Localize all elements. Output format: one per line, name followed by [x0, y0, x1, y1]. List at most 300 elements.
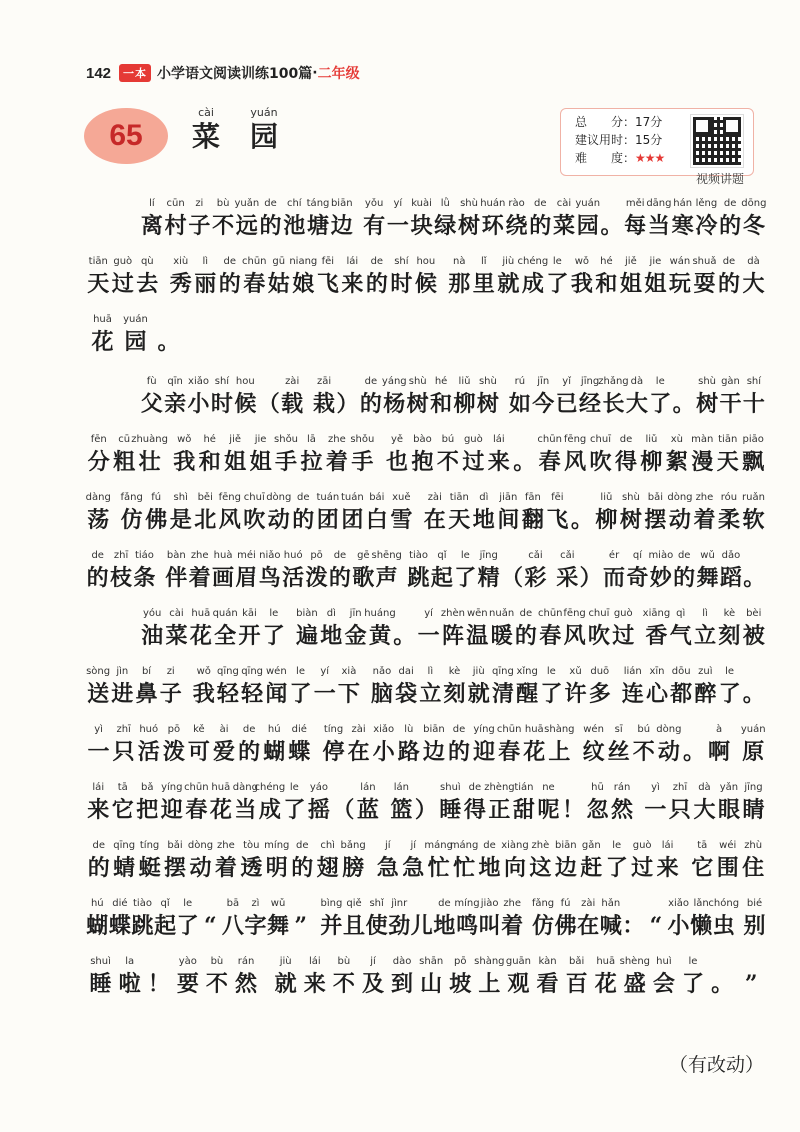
- pinyin-char: [556, 548, 579, 606]
- pinyin-char: [264, 838, 289, 896]
- pinyin: dié: [112, 898, 128, 909]
- pinyin: zhe: [190, 550, 209, 561]
- hanzi: 一: [644, 797, 667, 823]
- pinyin: jīng: [479, 550, 498, 561]
- pinyin: de: [297, 492, 310, 503]
- hanzi: 都: [670, 681, 693, 707]
- pinyin: bái: [369, 492, 385, 503]
- pinyin: tiáo: [134, 550, 154, 561]
- pinyin: wǒ: [177, 434, 192, 445]
- pinyin-char: [576, 196, 600, 254]
- pinyin-char: [545, 254, 570, 312]
- pinyin: hū: [591, 782, 604, 793]
- hanzi: 轻: [216, 681, 239, 707]
- hanzi: 抱: [411, 449, 434, 475]
- char-spacer: [380, 780, 389, 838]
- hanzi: 赶: [580, 855, 603, 881]
- pinyin: lán: [393, 782, 409, 793]
- pinyin: kè: [448, 666, 461, 677]
- pinyin: de: [364, 376, 378, 387]
- hanzi: （: [501, 565, 524, 591]
- hanzi: 里: [472, 271, 495, 297]
- hanzi: 寒: [671, 213, 694, 239]
- pinyin-char: [672, 374, 695, 432]
- hanzi: 摇: [307, 797, 330, 823]
- pinyin-char: [237, 722, 262, 780]
- suggested-time: 15分: [635, 133, 663, 147]
- pinyin: jiào: [480, 898, 499, 909]
- hanzi: 声: [375, 565, 398, 591]
- pinyin: tuán: [316, 492, 340, 503]
- pinyin: méi: [237, 550, 256, 561]
- hanzi: 绕: [505, 213, 528, 239]
- pinyin-char: [708, 896, 740, 954]
- pinyin-char: [717, 606, 741, 664]
- hanzi: 爱: [213, 739, 236, 765]
- pinyin: huā: [596, 956, 616, 967]
- pinyin: yuǎn: [234, 198, 260, 209]
- pinyin-char: [216, 664, 240, 722]
- paragraph-indent: [86, 374, 140, 432]
- hanzi: 枝: [110, 565, 133, 591]
- hanzi: 边: [330, 213, 353, 239]
- pinyin: bàn: [166, 550, 186, 561]
- hanzi: 虫: [712, 913, 735, 939]
- pinyin: bǎi: [167, 840, 183, 851]
- hanzi: 白: [365, 507, 388, 533]
- pinyin-char: [423, 490, 448, 548]
- pinyin: róu: [720, 492, 738, 503]
- pinyin-char: [188, 838, 213, 896]
- hanzi: 得: [463, 797, 486, 823]
- hanzi: 雪: [390, 507, 413, 533]
- pinyin-char: [577, 896, 600, 954]
- pinyin: kāi: [242, 608, 257, 619]
- pinyin-char: [587, 606, 611, 664]
- pinyin: bǎng: [340, 840, 366, 851]
- hanzi: 看: [536, 971, 559, 997]
- hanzi: 的: [514, 623, 537, 649]
- pinyin: tíng: [139, 840, 160, 851]
- hanzi: 不: [436, 449, 459, 475]
- hanzi: 暖: [490, 623, 513, 649]
- pinyin: jie: [254, 434, 267, 445]
- pinyin-char: [533, 954, 562, 1012]
- hanzi: 当: [647, 213, 670, 239]
- hanzi: 春: [538, 449, 561, 475]
- pinyin: zhī: [672, 782, 688, 793]
- hanzi: 睡: [89, 971, 112, 997]
- pinyin-char: [647, 196, 671, 254]
- pinyin: yí: [320, 666, 330, 677]
- pinyin: yǎn: [719, 782, 739, 793]
- char-spacer: [354, 196, 363, 254]
- pinyin: qù: [140, 256, 154, 267]
- hanzi: 坡: [449, 971, 472, 997]
- pinyin: shù: [460, 198, 478, 209]
- pinyin-char: [199, 896, 222, 954]
- pinyin-char: [330, 196, 354, 254]
- pinyin: jīng: [580, 376, 600, 387]
- pinyin: zài: [427, 492, 442, 503]
- pinyin-char: [375, 838, 400, 896]
- hanzi: 和: [595, 271, 618, 297]
- hanzi: 飞: [316, 271, 339, 297]
- hanzi: 耍: [693, 271, 716, 297]
- pinyin: jie: [649, 256, 662, 267]
- char-spacer: [361, 664, 370, 722]
- pinyin-char: [588, 664, 612, 722]
- hanzi: 柳: [453, 391, 476, 417]
- total-score: 17分: [635, 115, 663, 129]
- pinyin-char: [406, 374, 429, 432]
- pinyin: nǎo: [372, 666, 392, 677]
- pinyin-char: [86, 254, 111, 312]
- pinyin-char: [411, 896, 434, 954]
- pinyin: jìn: [116, 666, 129, 677]
- pinyin: qiě: [346, 898, 362, 909]
- hanzi: 了: [605, 855, 628, 881]
- qr-code-icon[interactable]: [691, 115, 743, 167]
- hanzi: （: [332, 797, 355, 823]
- pinyin: tiān: [449, 492, 469, 503]
- hanzi: 那: [448, 271, 471, 297]
- pinyin: bèi: [746, 608, 762, 619]
- pinyin-char: [231, 954, 260, 1012]
- hanzi: 透: [240, 855, 263, 881]
- hanzi: 来: [87, 797, 110, 823]
- pinyin-char: [86, 780, 111, 838]
- pinyin: tā: [117, 782, 128, 793]
- pinyin: xià: [341, 666, 357, 677]
- hanzi: 急: [376, 855, 399, 881]
- hanzi: 十: [742, 391, 765, 417]
- pinyin: jiù: [502, 256, 515, 267]
- pinyin-char: [414, 780, 439, 838]
- pinyin: shù: [478, 376, 497, 387]
- hanzi: 环: [481, 213, 504, 239]
- pinyin-char: [240, 664, 264, 722]
- pinyin: lì: [202, 256, 208, 267]
- hanzi: 花: [209, 797, 232, 823]
- pinyin: cài: [556, 198, 572, 209]
- pinyin: le: [460, 550, 470, 561]
- pinyin: xīn: [649, 666, 665, 677]
- hanzi: 是: [169, 507, 192, 533]
- pinyin-char: [741, 722, 766, 780]
- pinyin-char: [162, 838, 187, 896]
- pinyin: jí: [410, 840, 416, 851]
- pinyin: fú: [151, 492, 162, 503]
- pinyin: piāo: [742, 434, 764, 445]
- pinyin-char: [664, 432, 689, 490]
- pinyin-char: [477, 548, 500, 606]
- pinyin: dai: [398, 666, 414, 677]
- pinyin: bù: [216, 198, 230, 209]
- pinyin-char: [154, 896, 177, 954]
- pinyin-char: [508, 374, 531, 432]
- hanzi: 粗: [113, 449, 136, 475]
- pinyin-char: [472, 254, 497, 312]
- hanzi: 了: [681, 971, 704, 997]
- pinyin: tiān: [88, 256, 108, 267]
- pinyin-char: [517, 254, 549, 312]
- pinyin-char: [135, 254, 160, 312]
- pinyin-char: [600, 196, 624, 254]
- pinyin: de: [438, 898, 451, 909]
- pinyin-char: [447, 254, 472, 312]
- pinyin: de: [468, 782, 482, 793]
- pinyin: fēng: [563, 608, 586, 619]
- pinyin: qīng: [113, 840, 136, 851]
- pinyin: wēn: [466, 608, 488, 619]
- pinyin: shí: [746, 376, 762, 387]
- hanzi: 动: [668, 507, 691, 533]
- pinyin-char: [743, 548, 766, 606]
- pinyin-char: [454, 548, 477, 606]
- pinyin-char: [512, 432, 537, 490]
- hanzi: 。: [711, 971, 734, 997]
- char-spacer: [366, 838, 375, 896]
- pinyin-char: [500, 548, 523, 606]
- pinyin: wén: [583, 724, 604, 735]
- hanzi: 。: [743, 565, 766, 591]
- pinyin: fēn: [90, 434, 107, 445]
- pinyin-char: [456, 896, 479, 954]
- pinyin-char: [512, 780, 537, 838]
- pinyin: zhèng: [484, 782, 515, 793]
- pinyin: qīng: [241, 666, 264, 677]
- hanzi: 的: [238, 739, 261, 765]
- pinyin-char: [532, 896, 555, 954]
- hanzi: 远: [235, 213, 258, 239]
- pinyin: dì: [479, 492, 489, 503]
- hanzi: 北: [194, 507, 217, 533]
- hanzi: 动: [657, 739, 680, 765]
- pinyin-char: [262, 722, 287, 780]
- pinyin: jiù: [279, 956, 292, 967]
- hanzi: 了: [176, 913, 199, 939]
- pinyin-char: [418, 664, 442, 722]
- passage-line: [86, 196, 766, 254]
- hanzi: 和: [198, 449, 221, 475]
- hanzi: 劲: [388, 913, 411, 939]
- hanzi: 且: [343, 913, 366, 939]
- hanzi: 的: [719, 213, 742, 239]
- hanzi: 眼: [717, 797, 740, 823]
- hanzi: 载: [281, 391, 304, 417]
- pinyin-char: [295, 606, 319, 664]
- passage-line: [86, 312, 766, 374]
- pinyin-char: [594, 254, 619, 312]
- pinyin: míng: [264, 840, 290, 851]
- hanzi: 地: [472, 507, 495, 533]
- hanzi: 飘: [742, 449, 765, 475]
- pinyin: máng: [449, 840, 479, 851]
- pinyin: gē: [357, 550, 370, 561]
- pinyin-char: [282, 780, 307, 838]
- pinyin-char: [472, 490, 497, 548]
- pinyin: qīng: [217, 666, 239, 677]
- pinyin: guò: [613, 608, 633, 619]
- hanzi: 围: [716, 855, 739, 881]
- pinyin-char: [696, 548, 719, 606]
- hanzi: 子: [188, 213, 211, 239]
- hanzi: 边: [422, 739, 445, 765]
- pinyin: shàng: [544, 724, 575, 735]
- hanzi: 长: [602, 391, 625, 417]
- pinyin-char: [136, 722, 161, 780]
- pinyin: yuán: [575, 198, 601, 209]
- pinyin-char: [521, 490, 546, 548]
- pinyin: zhuàng: [131, 434, 168, 445]
- pinyin-char: [176, 896, 199, 954]
- pinyin: chūn: [538, 608, 563, 619]
- pinyin: bào: [413, 434, 432, 445]
- hanzi: 篮: [390, 797, 413, 823]
- pinyin-char: [737, 954, 766, 1012]
- pinyin: yí: [424, 608, 433, 619]
- hanzi: 下: [337, 681, 360, 707]
- pinyin-char: [626, 548, 649, 606]
- hanzi: 来: [303, 971, 326, 997]
- hanzi: 立: [694, 623, 717, 649]
- hanzi: 啊: [708, 739, 731, 765]
- hanzi: 丽: [194, 271, 217, 297]
- title-pinyin: cài: [198, 106, 214, 119]
- pinyin-char: [328, 548, 351, 606]
- char-spacer: [523, 896, 531, 954]
- hanzi: 玩: [668, 271, 691, 297]
- hanzi: 天: [87, 271, 110, 297]
- pinyin-char: [86, 490, 111, 548]
- pinyin: de: [91, 550, 104, 561]
- hanzi: 的: [291, 855, 314, 881]
- pinyin-char: [159, 664, 183, 722]
- pinyin-char: [611, 606, 635, 664]
- pinyin-char: [649, 374, 672, 432]
- hanzi: 蜻: [113, 855, 136, 881]
- hanzi: 蝶: [108, 913, 131, 939]
- pinyin: hé: [600, 256, 613, 267]
- pinyin-char: [502, 838, 527, 896]
- char-spacer: [500, 374, 509, 432]
- pinyin-char: [337, 664, 361, 722]
- pinyin-char: [715, 432, 740, 490]
- hanzi: 精: [477, 565, 500, 591]
- pinyin-char: [388, 954, 417, 1012]
- hanzi: 气: [669, 623, 692, 649]
- hanzi: 时: [210, 391, 233, 417]
- pinyin-char: [553, 838, 578, 896]
- hanzi: 不: [632, 739, 655, 765]
- pinyin: tiào: [409, 550, 429, 561]
- hanzi: 过: [111, 271, 134, 297]
- hanzi: 正: [488, 797, 511, 823]
- hanzi: 油: [141, 623, 164, 649]
- char-spacer: [414, 490, 423, 548]
- pinyin: hú: [267, 724, 281, 735]
- hanzi: 采: [556, 565, 579, 591]
- hanzi: 纹: [582, 739, 605, 765]
- hanzi: 鸣: [455, 913, 478, 939]
- hanzi: 动: [189, 855, 212, 881]
- hanzi: 在: [577, 913, 600, 939]
- pinyin: wǒ: [574, 256, 590, 267]
- difficulty-row: 难 度：★★★: [575, 151, 665, 165]
- pinyin: yì: [94, 724, 103, 735]
- pinyin-char: [291, 490, 316, 548]
- pinyin: de: [264, 198, 277, 209]
- book-title: 小学语文阅读训练100篇: [157, 66, 313, 82]
- hanzi: 明: [265, 855, 288, 881]
- pinyin: guò: [113, 256, 133, 267]
- hanzi: 大: [742, 271, 765, 297]
- pinyin-char: [165, 548, 188, 606]
- pinyin: de: [242, 724, 256, 735]
- pinyin-char: [421, 722, 446, 780]
- pinyin: lí: [149, 198, 155, 209]
- hanzi: 摆: [644, 507, 667, 533]
- hanzi: 醒: [516, 681, 539, 707]
- pinyin-char: [288, 664, 312, 722]
- pinyin-char: [111, 254, 136, 312]
- pinyin: cǎi: [560, 550, 575, 561]
- pinyin: wǒ: [196, 666, 211, 677]
- pinyin: zhè: [531, 840, 550, 851]
- pinyin: lǜ: [440, 198, 450, 209]
- pinyin-char: [110, 664, 134, 722]
- pinyin: cài: [169, 608, 184, 619]
- pinyin-char: [552, 196, 576, 254]
- hanzi: 忙: [453, 855, 476, 881]
- pinyin: de: [370, 256, 384, 267]
- pinyin-char: [217, 490, 242, 548]
- pinyin-char: [484, 780, 515, 838]
- hanzi: 字: [244, 913, 267, 939]
- hanzi: 菜: [552, 213, 575, 239]
- hanzi: 迎: [160, 797, 183, 823]
- pinyin: máng: [424, 840, 453, 851]
- pinyin-char: [244, 896, 267, 954]
- hanzi: 一: [386, 213, 409, 239]
- pinyin: zhe: [695, 492, 714, 503]
- pinyin-char: [410, 432, 435, 490]
- pinyin-char: [312, 374, 335, 432]
- pinyin-char: [562, 432, 587, 490]
- pinyin: hán: [673, 198, 693, 209]
- hanzi: 园: [124, 329, 147, 355]
- pinyin-char: [591, 954, 620, 1012]
- pinyin-char: [343, 896, 366, 954]
- pinyin: fēng: [218, 492, 241, 503]
- pinyin: shù: [621, 492, 640, 503]
- hanzi: 轻: [241, 681, 264, 707]
- pinyin: lán: [360, 782, 376, 793]
- hanzi: 上: [478, 971, 501, 997]
- pinyin-char: [690, 432, 715, 490]
- pinyin: chuī: [590, 434, 611, 445]
- pinyin: rào: [508, 198, 525, 209]
- char-spacer: [680, 838, 689, 896]
- passage-line: [86, 374, 766, 432]
- info-lines: [575, 113, 664, 167]
- pinyin-char: [717, 664, 741, 722]
- page-header: [86, 62, 360, 84]
- pinyin-char: [426, 838, 451, 896]
- hanzi: 喊: [599, 913, 622, 939]
- pinyin: měi: [625, 198, 645, 209]
